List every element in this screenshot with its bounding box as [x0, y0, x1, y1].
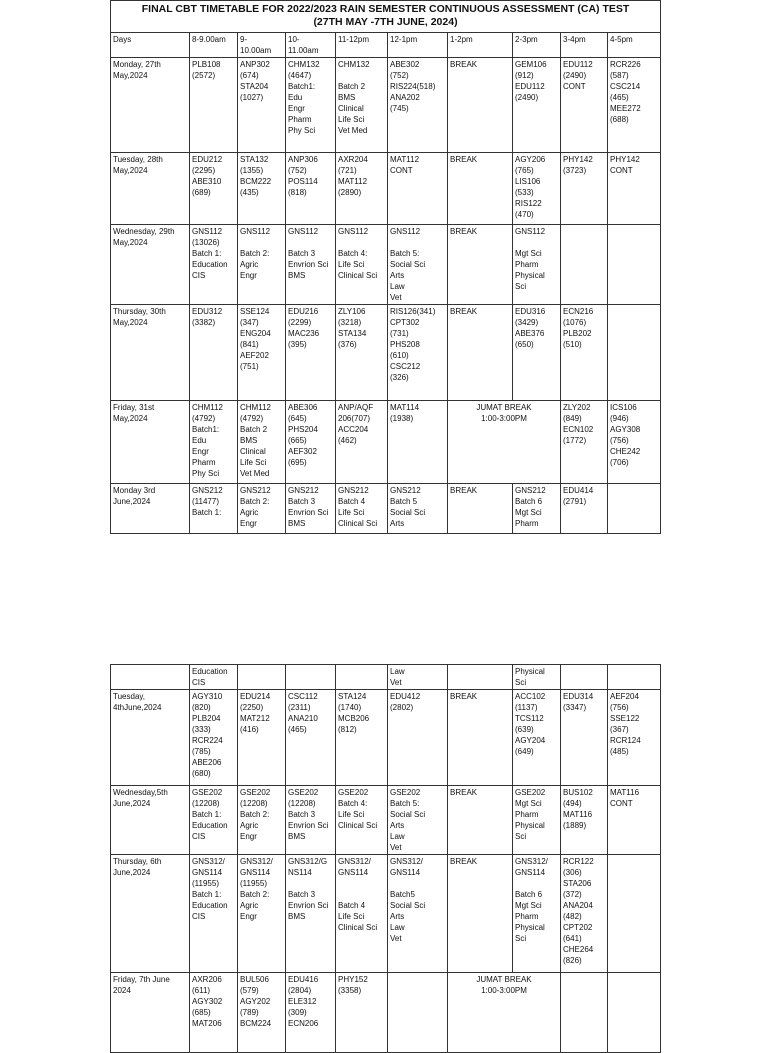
header-row [111, 33, 661, 58]
row-thursday-6 [111, 855, 661, 973]
timetable-table-top [110, 0, 661, 534]
slot-cell: GSE202 (12208) Batch 1: Education CIS [190, 786, 238, 855]
slot-cell [336, 665, 388, 690]
slot-cell [608, 665, 661, 690]
slot-cell: RCR226 (587) CSC214 (465) MEE272 (688) [608, 58, 661, 153]
slot-cell: GSE202 Batch 5: Social Sci Arts Law Vet [388, 786, 448, 855]
slot-cell: PHY142 (3723) [561, 153, 608, 225]
slot-cell: EDU412 (2802) [388, 690, 448, 786]
day-cell: Friday, 31st May,2024 [111, 401, 190, 484]
slot-cell: BREAK [448, 153, 513, 225]
slot-cell: AXR206 (611) AGY302 (685) MAT206 [190, 973, 238, 1053]
slot-cell: GSE202 Mgt Sci Pharm Physical Sci [513, 786, 561, 855]
slot-cell [388, 973, 448, 1053]
slot-cell: MAT116 CONT [608, 786, 661, 855]
slot-cell: AGY310 (820) PLB204 (333) RCR224 (785) ABE206 (680) [190, 690, 238, 786]
slot-cell: GNS312/G NS114 Batch 3 Envrion Sci BMS [286, 855, 336, 973]
slot-cell: BUS102 (494) MAT116 (1889) [561, 786, 608, 855]
slot-cell: GEM106 (912) EDU112 (2490) [513, 58, 561, 153]
slot-cell: STA132 (1355) BCM222 (435) [238, 153, 286, 225]
slot-cell: JUMAT BREAK 1:00-3:00PM [448, 973, 561, 1053]
slot-cell: GNS212 Batch 3 Envrion Sci BMS [286, 484, 336, 534]
row-monday-27 [111, 58, 661, 153]
day-cell: Wednesday,5th June,2024 [111, 786, 190, 855]
header-cell: 11-12pm [336, 33, 388, 58]
slot-cell: RCR122 (306) STA206 (372) ANA204 (482) CPT202 (641) CHE264 (826) [561, 855, 608, 973]
slot-cell: GNS312/ GNS114 Batch 6 Mgt Sci Pharm Physical Sci [513, 855, 561, 973]
row-friday-31 [111, 401, 661, 484]
slot-cell: EDU316 (3429) ABE376 (650) [513, 305, 561, 401]
row-monday-3-cont [111, 665, 661, 690]
day-cell: Monday, 27th May,2024 [111, 58, 190, 153]
slot-cell [561, 665, 608, 690]
slot-cell [608, 225, 661, 305]
slot-cell: AGY206 (765) LIS106 (533) RIS122 (470) [513, 153, 561, 225]
slot-cell: GNS112 Batch 3 Envrion Sci BMS [286, 225, 336, 305]
slot-cell: STA124 (1740) MCB206 (812) [336, 690, 388, 786]
slot-cell [561, 225, 608, 305]
slot-cell: ECN216 (1076) PLB202 (510) [561, 305, 608, 401]
slot-cell: BUL506 (579) AGY202 (789) BCM224 [238, 973, 286, 1053]
day-cell: Thursday, 6th June,2024 [111, 855, 190, 973]
slot-cell: GNS312/ GNS114 Batch 4 Life Sci Clinical Sci [336, 855, 388, 973]
slot-cell: Education CIS [190, 665, 238, 690]
slot-cell: ACC102 (1137) TCS112 (639) AGY204 (649) [513, 690, 561, 786]
slot-cell: ANP306 (752) POS114 (818) [286, 153, 336, 225]
day-cell: Wednesday, 29th May,2024 [111, 225, 190, 305]
slot-cell: ZLY106 (3218) STA134 (376) [336, 305, 388, 401]
slot-cell: CHM112 (4792) Batch1: Edu Engr Pharm Phy Sci [190, 401, 238, 484]
slot-cell: GNS312/ GNS114 (11955) Batch 2: Agric Engr [238, 855, 286, 973]
slot-cell: GNS212 (11477) Batch 1: [190, 484, 238, 534]
header-cell: 10- 11.00am [286, 33, 336, 58]
day-cell: Monday 3rd June,2024 [111, 484, 190, 534]
slot-cell: BREAK [448, 58, 513, 153]
slot-cell: ABE302 (752) RIS224(518) ANA202 (745) [388, 58, 448, 153]
slot-cell: JUMAT BREAK 1:00-3:00PM [448, 401, 561, 484]
slot-cell: BREAK [448, 225, 513, 305]
slot-cell: Law Vet [388, 665, 448, 690]
slot-cell: BREAK [448, 484, 513, 534]
slot-cell: ANP/AQF 206(707) ACC204 (462) [336, 401, 388, 484]
slot-cell: AEF204 (756) SSE122 (367) RCR124 (485) [608, 690, 661, 786]
slot-cell: CHM112 (4792) Batch 2 BMS Clinical Life Sci Vet Med [238, 401, 286, 484]
slot-cell: ANP302 (674) STA204 (1027) [238, 58, 286, 153]
header-cell: 9- 10.00am [238, 33, 286, 58]
day-cell [111, 665, 190, 690]
day-cell: Tuesday, 28th May,2024 [111, 153, 190, 225]
slot-cell: BREAK [448, 690, 513, 786]
slot-cell: GNS112 Mgt Sci Pharm Physical Sci [513, 225, 561, 305]
row-tuesday-28 [111, 153, 661, 225]
title-line-2: (27TH MAY -7TH JUNE, 2024) [313, 16, 458, 28]
slot-cell: EDU312 (3382) [190, 305, 238, 401]
row-monday-3 [111, 484, 661, 534]
slot-cell: BREAK [448, 305, 513, 401]
slot-cell: MAT114 (1938) [388, 401, 448, 484]
row-tuesday-4 [111, 690, 661, 786]
row-wednesday-29 [111, 225, 661, 305]
slot-cell: PLB108 (2572) [190, 58, 238, 153]
slot-cell: GNS212 Batch 2: Agric Engr [238, 484, 286, 534]
slot-cell: ZLY202 (849) ECN102 (1772) [561, 401, 608, 484]
slot-cell: GNS212 Batch 6 Mgt Sci Pharm [513, 484, 561, 534]
slot-cell: CHM132 (4647) Batch1: Edu Engr Pharm Phy Sci [286, 58, 336, 153]
slot-cell: ABE306 (645) PHS204 (665) AEF302 (695) [286, 401, 336, 484]
slot-cell: PHY152 (3358) [336, 973, 388, 1053]
slot-cell: GNS212 Batch 4 Life Sci Clinical Sci [336, 484, 388, 534]
slot-cell: SSE124 (347) ENG204 (841) AEF202 (751) [238, 305, 286, 401]
slot-cell [286, 665, 336, 690]
slot-cell: EDU214 (2250) MAT212 (416) [238, 690, 286, 786]
slot-cell: GNS112 Batch 4: Life Sci Clinical Sci [336, 225, 388, 305]
header-cell: 12-1pm [388, 33, 448, 58]
slot-cell [608, 855, 661, 973]
slot-cell: GNS312/ GNS114 (11955) Batch 1: Education CIS [190, 855, 238, 973]
slot-cell: MAT112 CONT [388, 153, 448, 225]
header-cell: Days [111, 33, 190, 58]
title-row [111, 1, 661, 33]
slot-cell: EDU216 (2299) MAC236 (395) [286, 305, 336, 401]
slot-cell: EDU314 (3347) [561, 690, 608, 786]
slot-cell: EDU416 (2804) ELE312 (309) ECN206 [286, 973, 336, 1053]
slot-cell: BREAK [448, 855, 513, 973]
day-cell: Friday, 7th June 2024 [111, 973, 190, 1053]
row-wednesday-5 [111, 786, 661, 855]
slot-cell: Physical Sci [513, 665, 561, 690]
slot-cell: EDU212 (2295) ABE310 (689) [190, 153, 238, 225]
row-thursday-30 [111, 305, 661, 401]
slot-cell: EDU414 (2791) [561, 484, 608, 534]
slot-cell: GNS312/ GNS114 Batch5 Social Sci Arts Law Vet [388, 855, 448, 973]
day-cell: Tuesday, 4thJune,2024 [111, 690, 190, 786]
slot-cell: GSE202 (12208) Batch 2: Agric Engr [238, 786, 286, 855]
header-cell: 4-5pm [608, 33, 661, 58]
slot-cell: PHY142 CONT [608, 153, 661, 225]
slot-cell: GSE202 (12208) Batch 3 Envrion Sci BMS [286, 786, 336, 855]
header-cell: 8-9.00am [190, 33, 238, 58]
slot-cell [608, 305, 661, 401]
slot-cell: GNS112 Batch 2: Agric Engr [238, 225, 286, 305]
slot-cell [561, 973, 608, 1053]
slot-cell [608, 484, 661, 534]
slot-cell: AXR204 (721) MAT112 (2890) [336, 153, 388, 225]
slot-cell: CHM132 Batch 2 BMS Clinical Life Sci Vet Med [336, 58, 388, 153]
slot-cell: ICS106 (946) AGY308 (756) CHE242 (706) [608, 401, 661, 484]
slot-cell: GNS112 Batch 5: Social Sci Arts Law Vet [388, 225, 448, 305]
slot-cell: EDU112 (2490) CONT [561, 58, 608, 153]
slot-cell: BREAK [448, 786, 513, 855]
slot-cell: RIS126(341) CPT302 (731) PHS208 (610) CSC212 (326) [388, 305, 448, 401]
slot-cell: GSE202 Batch 4: Life Sci Clinical Sci [336, 786, 388, 855]
day-cell: Thursday, 30th May,2024 [111, 305, 190, 401]
header-cell: 2-3pm [513, 33, 561, 58]
slot-cell: GNS212 Batch 5 Social Sci Arts [388, 484, 448, 534]
slot-cell [238, 665, 286, 690]
header-cell: 1-2pm [448, 33, 513, 58]
header-cell: 3-4pm [561, 33, 608, 58]
timetable-table-bottom [110, 664, 661, 1053]
timetable-title [111, 1, 661, 33]
slot-cell [448, 665, 513, 690]
slot-cell [608, 973, 661, 1053]
title-line-1: FINAL CBT TIMETABLE FOR 2022/2023 RAIN SEMESTER CONTINUOUS ASSESSMENT (CA) TEST [141, 3, 630, 15]
row-friday-7 [111, 973, 661, 1053]
slot-cell: CSC112 (2311) ANA210 (465) [286, 690, 336, 786]
slot-cell: GNS112 (13026) Batch 1: Education CIS [190, 225, 238, 305]
